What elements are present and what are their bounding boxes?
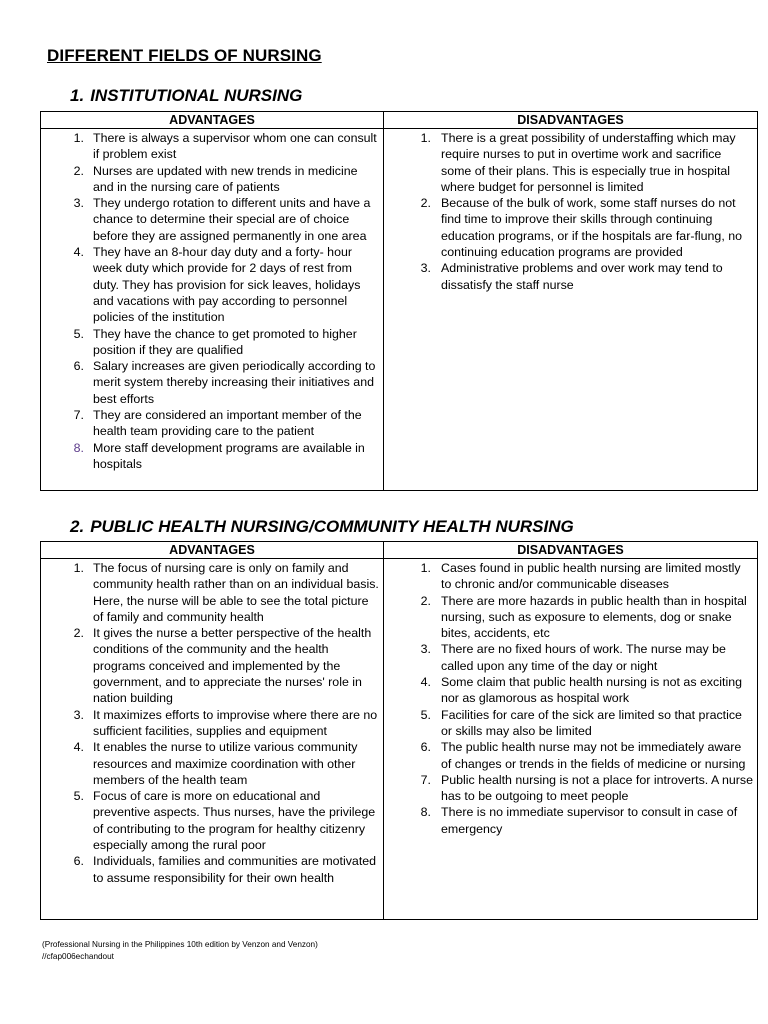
advantages-cell (41, 559, 384, 920)
item-text: Individuals, families and communities are motivated to assume responsibility for their own health (93, 854, 377, 885)
list-item (41, 407, 379, 440)
list-item (41, 195, 379, 244)
item-text: Facilities for care of the sick are limited so that practice or skills may also be limited (441, 707, 742, 738)
list-item (41, 244, 379, 325)
item-number: 5. (420, 707, 431, 722)
item-text: The focus of nursing care is only on family and community health rather than on an individual basis. Here, the nurse will be able to see the total picture of family and community health (93, 561, 379, 624)
list-item (384, 641, 753, 674)
item-text: Administrative problems and over work may tend to dissatisfy the staff nurse (441, 261, 723, 292)
advantages-list (41, 559, 383, 888)
advantages-list (41, 129, 383, 474)
item-text: They have the chance to get promoted to higher position if they are qualified (93, 326, 357, 357)
item-number: 8. (73, 440, 84, 455)
item-number: 5. (73, 326, 84, 341)
disadvantages-header: DISADVANTAGES (384, 112, 758, 129)
list-item (384, 804, 753, 837)
item-text: There is always a supervisor whom one can consult if problem exist (93, 131, 377, 162)
item-text: The public health nurse may not be immediately aware of changes or trends in the fields of medicine or nursing (441, 740, 746, 771)
section-number: 1. (70, 86, 85, 105)
institutional-nursing-table (40, 111, 758, 491)
item-text: It gives the nurse a better perspective of the health conditions of the community and the health programs conceived and implemented by the government, and to appreciate the nurses' role in nation building (93, 626, 372, 706)
item-text: It enables the nurse to utilize various community resources and maximize coordination with other members of the health team (93, 740, 358, 787)
section-title-text: INSTITUTIONAL NURSING (90, 86, 303, 105)
item-number: 6. (73, 359, 84, 374)
list-item (41, 739, 379, 788)
item-text: Salary increases are given periodically according to merit system thereby increasing their initiatives and best efforts (93, 359, 376, 406)
item-number: 1. (420, 561, 431, 575)
item-number: 8. (420, 805, 431, 820)
item-text: Focus of care is more on educational and preventive aspects. Thus nurses, have the privilege of contributing to the program for healthy citizenry especially among the rural poor (93, 789, 376, 853)
list-item (384, 560, 753, 593)
item-number: 7. (420, 772, 431, 787)
item-text: More staff development programs are available in hospitals (93, 440, 365, 471)
item-text: They have an 8-hour day duty and a forty- hour week duty which provide for 2 days of rest from duty. They has provision for sick leaves, holidays and vacations with pay according to personnel policies of the institution (93, 245, 361, 325)
public-health-nursing-table (40, 541, 758, 920)
item-number: 2. (420, 593, 431, 608)
item-text: Because of the bulk of work, some staff nurses do not find time to improve their skills through continuing education programs, or if the hospitals are far-flung, no continuing education programs are provided (441, 196, 742, 260)
section-title-institutional (70, 86, 302, 106)
item-text: There is a great possibility of understaffing which may require nurses to put in overtime work and sacrifice some of their plans. This is especially true in hospital where budget for personnel is limited (441, 131, 736, 194)
item-number: 7. (73, 408, 84, 423)
item-number: 5. (73, 789, 84, 804)
citation-footer: (Professional Nursing in the Philippines 10th edition by Venzon and Venzon) (42, 940, 318, 949)
item-number: 2. (73, 626, 84, 641)
list-item (384, 130, 753, 195)
item-text: Cases found in public health nursing are limited mostly to chronic and/or communicable diseases (441, 561, 741, 592)
list-item (41, 130, 379, 163)
item-text: They are considered an important member of the health team providing care to the patient (93, 408, 362, 439)
list-item (41, 163, 379, 196)
list-item (41, 358, 379, 407)
item-text: Nurses are updated with new trends in medicine and in the nursing care of patients (93, 163, 358, 194)
list-item (384, 260, 753, 293)
item-number: 3. (73, 707, 84, 722)
item-number: 4. (420, 675, 431, 690)
advantages-header: ADVANTAGES (41, 542, 384, 559)
list-item (41, 707, 379, 740)
disadvantages-cell (384, 129, 758, 491)
list-item (384, 739, 753, 772)
item-text: There is no immediate supervisor to consult in case of emergency (441, 805, 738, 836)
list-item (384, 772, 753, 805)
handout-code-footer: //cfap006echandout (42, 952, 114, 961)
item-number: 1. (73, 561, 84, 575)
item-number: 2. (420, 196, 431, 211)
advantages-header: ADVANTAGES (41, 112, 384, 129)
disadvantages-cell (384, 559, 758, 920)
list-item (384, 593, 753, 642)
item-number: 4. (73, 245, 84, 260)
list-item (41, 625, 379, 706)
item-number: 3. (420, 642, 431, 657)
page-title: DIFFERENT FIELDS OF NURSING (47, 46, 322, 65)
item-number: 2. (73, 163, 84, 178)
disadvantages-list (384, 129, 757, 295)
disadvantages-list (384, 559, 757, 839)
item-text: Some claim that public health nursing is not as exciting nor as glamorous as hospital work (441, 675, 742, 706)
item-number: 3. (73, 196, 84, 211)
list-item (41, 560, 379, 625)
item-number: 4. (73, 740, 84, 755)
section-title-text: PUBLIC HEALTH NURSING/COMMUNITY HEALTH NURSING (90, 517, 574, 536)
item-text: It maximizes efforts to improvise where there are no sufficient facilities, supplies and equipment (93, 707, 378, 738)
item-text: There are more hazards in public health than in hospital nursing, such as exposure to elements, dog or snake bites, accidents, etc (441, 593, 747, 641)
item-text: They undergo rotation to different units and have a chance to determine their special are of choice before they are assigned permanently in one area (93, 196, 371, 243)
section-title-public-health (70, 517, 574, 537)
item-number: 1. (73, 131, 84, 145)
item-number: 1. (420, 131, 431, 145)
list-item (384, 674, 753, 707)
list-item (384, 195, 753, 260)
section-number: 2. (70, 517, 85, 536)
list-item (41, 440, 379, 473)
item-number: 3. (420, 261, 431, 276)
item-number: 6. (420, 740, 431, 755)
item-number: 6. (73, 854, 84, 869)
list-item (384, 707, 753, 740)
list-item (41, 788, 379, 853)
item-text: There are no fixed hours of work. The nurse may be called upon any time of the day or night (441, 642, 726, 673)
item-text: Public health nursing is not a place for introverts. A nurse has to be outgoing to meet people (441, 772, 754, 804)
list-item (41, 853, 379, 886)
list-item (41, 326, 379, 359)
advantages-cell (41, 129, 384, 491)
disadvantages-header: DISADVANTAGES (384, 542, 758, 559)
